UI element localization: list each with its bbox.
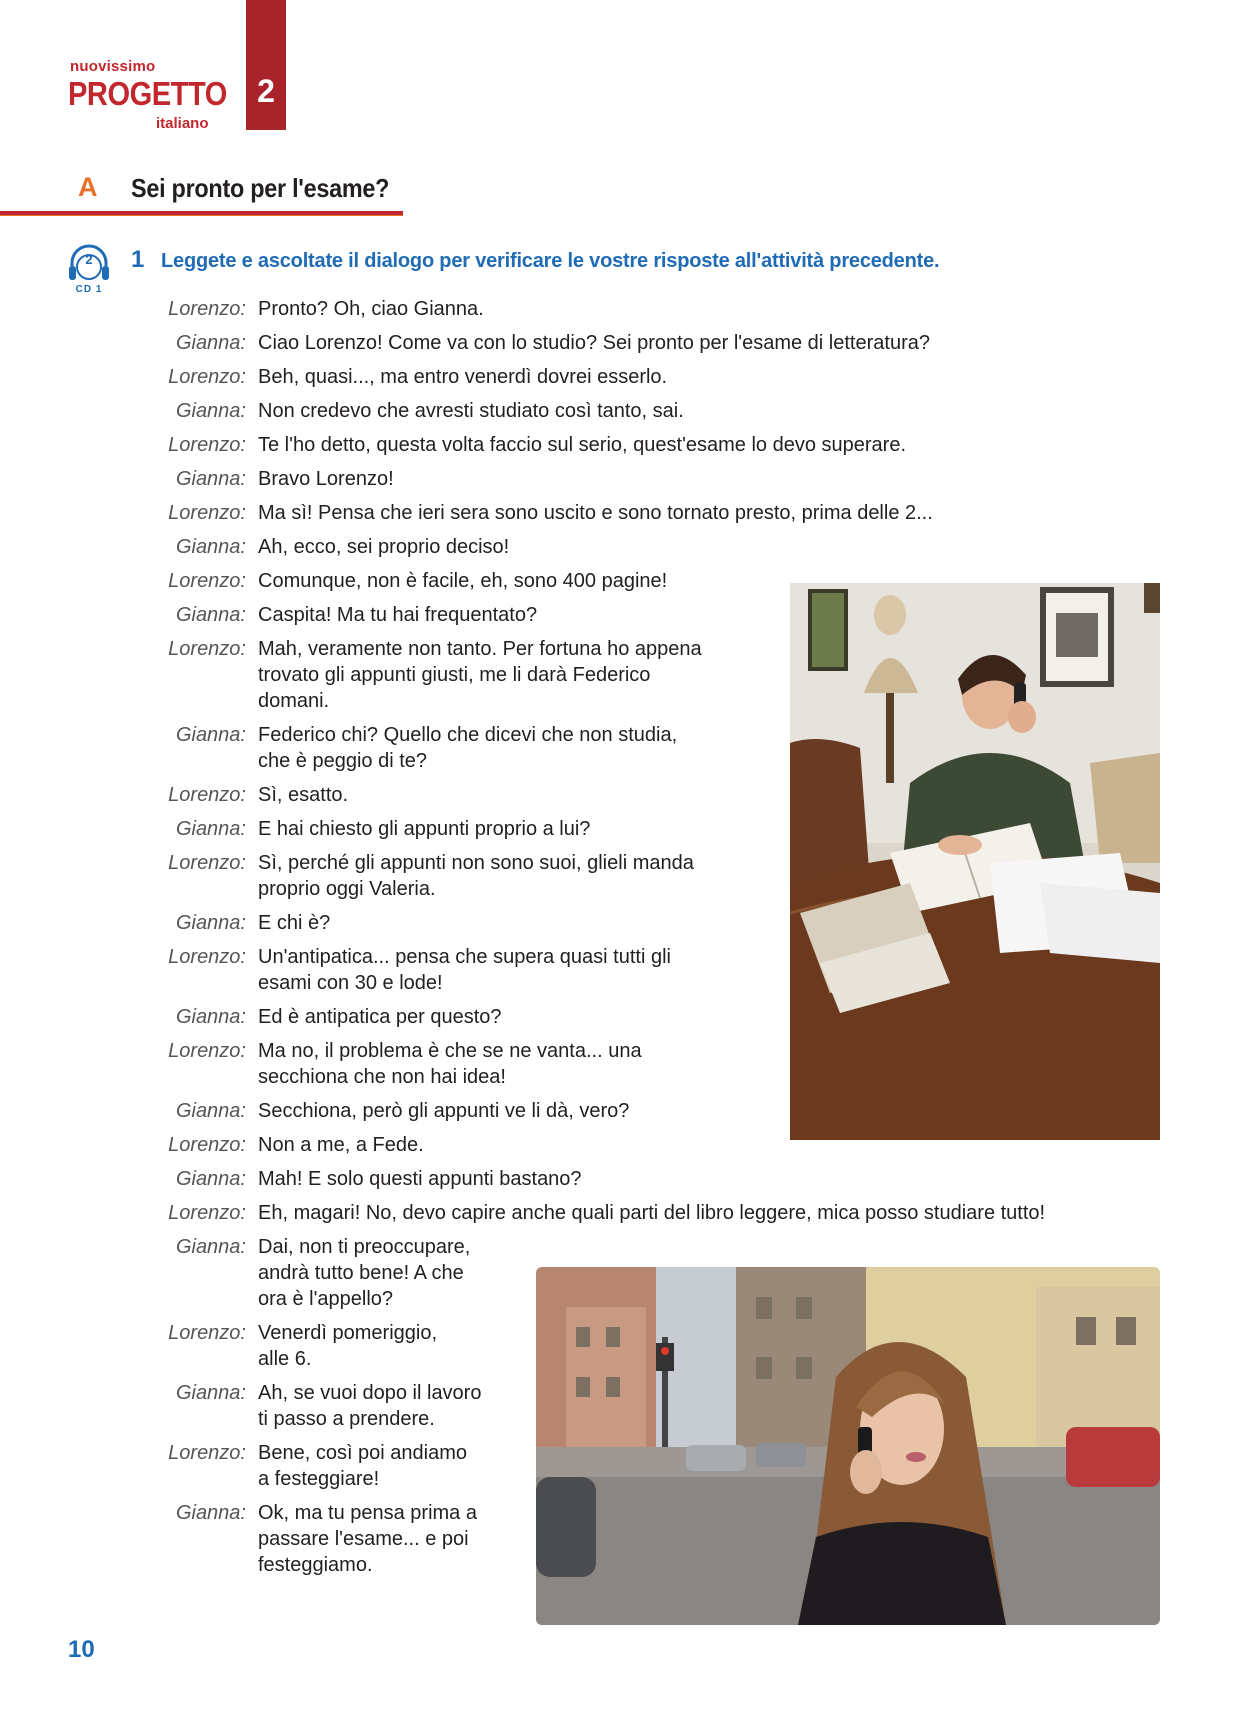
dialogue-speaker: Gianna: — [175, 1100, 246, 1122]
dialogue-text: E chi è? — [258, 912, 331, 934]
dialogue-text: Bravo Lorenzo! — [258, 468, 394, 490]
dialogue-speaker: Gianna: — [175, 724, 246, 746]
dialogue-text: ora è l'appello? — [258, 1288, 394, 1310]
volume-tab — [246, 0, 286, 130]
dialogue-text: Ah, se vuoi dopo il lavoro — [258, 1382, 482, 1404]
dialogue-speaker: Gianna: — [175, 1382, 246, 1404]
dialogue-text: passare l'esame... e poi — [258, 1528, 469, 1550]
dialogue-text: Pronto? Oh, ciao Gianna. — [258, 298, 484, 320]
logo-main-text: PROGETTO — [68, 75, 227, 112]
dialogue-speaker: Gianna: — [175, 912, 246, 934]
dialogue-speaker: Gianna: — [175, 604, 246, 626]
dialogue-speaker: Lorenzo: — [168, 638, 246, 660]
dialogue-text: esami con 30 e lode! — [258, 972, 443, 994]
dialogue-speaker: Lorenzo: — [168, 298, 246, 320]
dialogue-speaker: Lorenzo: — [168, 434, 246, 456]
dialogue-text: Caspita! Ma tu hai frequentato? — [258, 604, 538, 626]
dialogue-speaker: Lorenzo: — [168, 366, 246, 388]
dialogue-speaker: Lorenzo: — [168, 570, 246, 592]
dialogue-speaker: Gianna: — [175, 1006, 246, 1028]
dialogue-text: Federico chi? Quello che dicevi che non studia, — [258, 724, 678, 746]
dialogue-text: secchiona che non hai idea! — [258, 1066, 506, 1088]
dialogue-text: festeggiamo. — [258, 1554, 373, 1576]
dialogue-speaker: Lorenzo: — [168, 946, 246, 968]
logo-bottom-text: italiano — [156, 115, 209, 132]
dialogue-speaker: Gianna: — [175, 1168, 246, 1190]
photo-lorenzo-studying — [790, 583, 1160, 1140]
dialogue-text: Ma sì! Pensa che ieri sera sono uscito e sono tornato presto, prima delle 2... — [258, 502, 933, 524]
dialogue-speaker: Lorenzo: — [168, 1322, 246, 1344]
dialogue-text: a festeggiare! — [258, 1468, 380, 1490]
dialogue-speaker: Lorenzo: — [168, 1202, 246, 1224]
dialogue-text: Ok, ma tu pensa prima a — [258, 1502, 477, 1524]
dialogue-text: Ed è antipatica per questo? — [258, 1006, 502, 1028]
dialogue-speaker: Gianna: — [175, 1502, 246, 1524]
dialogue-text: Mah, veramente non tanto. Per fortuna ho appena — [258, 638, 702, 660]
dialogue-text: Ciao Lorenzo! Come va con lo studio? Sei pronto per l'esame di letteratura? — [258, 332, 930, 354]
dialogue-text: che è peggio di te? — [258, 750, 428, 772]
dialogue-speaker: Gianna: — [175, 536, 246, 558]
dialogue-speaker: Lorenzo: — [168, 852, 246, 874]
dialogue-speaker: Gianna: — [175, 468, 246, 490]
dialogue-speaker: Gianna: — [175, 818, 246, 840]
dialogue-text: Venerdì pomeriggio, — [258, 1322, 438, 1344]
exercise-number: 1 — [131, 246, 145, 273]
dialogue-text: proprio oggi Valeria. — [258, 878, 436, 900]
dialogue-text: ti passo a prendere. — [258, 1408, 435, 1430]
dialogue-text: Un'antipatica... pensa che supera quasi tutti gli — [258, 946, 671, 968]
dialogue-text: Ah, ecco, sei proprio deciso! — [258, 536, 510, 558]
dialogue-text: Non credevo che avresti studiato così tanto, sai. — [258, 400, 684, 422]
dialogue-text: Comunque, non è facile, eh, sono 400 pagine! — [258, 570, 668, 592]
dialogue-text: E hai chiesto gli appunti proprio a lui? — [258, 818, 591, 840]
dialogue-speaker: Gianna: — [175, 1236, 246, 1258]
dialogue-speaker: Gianna: — [175, 332, 246, 354]
exercise-instruction: Leggete e ascoltate il dialogo per verificare le vostre risposte all'attività precedente. — [161, 250, 940, 272]
dialogue-text: Dai, non ti preoccupare, — [258, 1236, 471, 1258]
section-title: Sei pronto per l'esame? — [131, 173, 390, 203]
photo-gianna-on-phone — [536, 1267, 1160, 1625]
dialogue-text: Beh, quasi..., ma entro venerdì dovrei esserlo. — [258, 366, 668, 388]
dialogue-text: Sì, esatto. — [258, 784, 349, 806]
dialogue-text: andrà tutto bene! A che — [258, 1262, 464, 1284]
dialogue-speaker: Lorenzo: — [168, 502, 246, 524]
dialogue-text: Non a me, a Fede. — [258, 1134, 424, 1156]
volume-number: 2 — [257, 73, 275, 109]
section-letter: A — [78, 172, 98, 202]
logo-top-text: nuovissimo — [70, 58, 156, 75]
audio-track-badge[interactable] — [66, 240, 112, 296]
dialogue-text: Mah! E solo questi appunti bastano? — [258, 1168, 582, 1190]
dialogue-speaker: Lorenzo: — [168, 784, 246, 806]
dialogue-text: Eh, magari! No, devo capire anche quali parti del libro leggere, mica posso studiare tutto! — [258, 1202, 1046, 1224]
dialogue-text: alle 6. — [258, 1348, 312, 1370]
section-divider-accent — [0, 215, 403, 216]
dialogue-speaker: Lorenzo: — [168, 1134, 246, 1156]
dialogue-text: trovato gli appunti giusti, me li darà Federico — [258, 664, 651, 686]
dialogue-text: Sì, perché gli appunti non sono suoi, glieli manda — [258, 852, 694, 874]
dialogue-text: Bene, così poi andiamo — [258, 1442, 468, 1464]
audio-cd-label: CD 1 — [75, 284, 103, 295]
dialogue-speaker: Lorenzo: — [168, 1442, 246, 1464]
dialogue-speaker: Gianna: — [175, 400, 246, 422]
dialogue-text: Ma no, il problema è che se ne vanta... una — [258, 1040, 642, 1062]
dialogue-text: domani. — [258, 690, 330, 712]
dialogue-text: Secchiona, però gli appunti ve li dà, vero? — [258, 1100, 630, 1122]
page-number: 10 — [68, 1636, 95, 1663]
audio-track-number: 2 — [85, 252, 93, 267]
dialogue-text: Te l'ho detto, questa volta faccio sul serio, quest'esame lo devo superare. — [258, 434, 907, 456]
dialogue-speaker: Lorenzo: — [168, 1040, 246, 1062]
